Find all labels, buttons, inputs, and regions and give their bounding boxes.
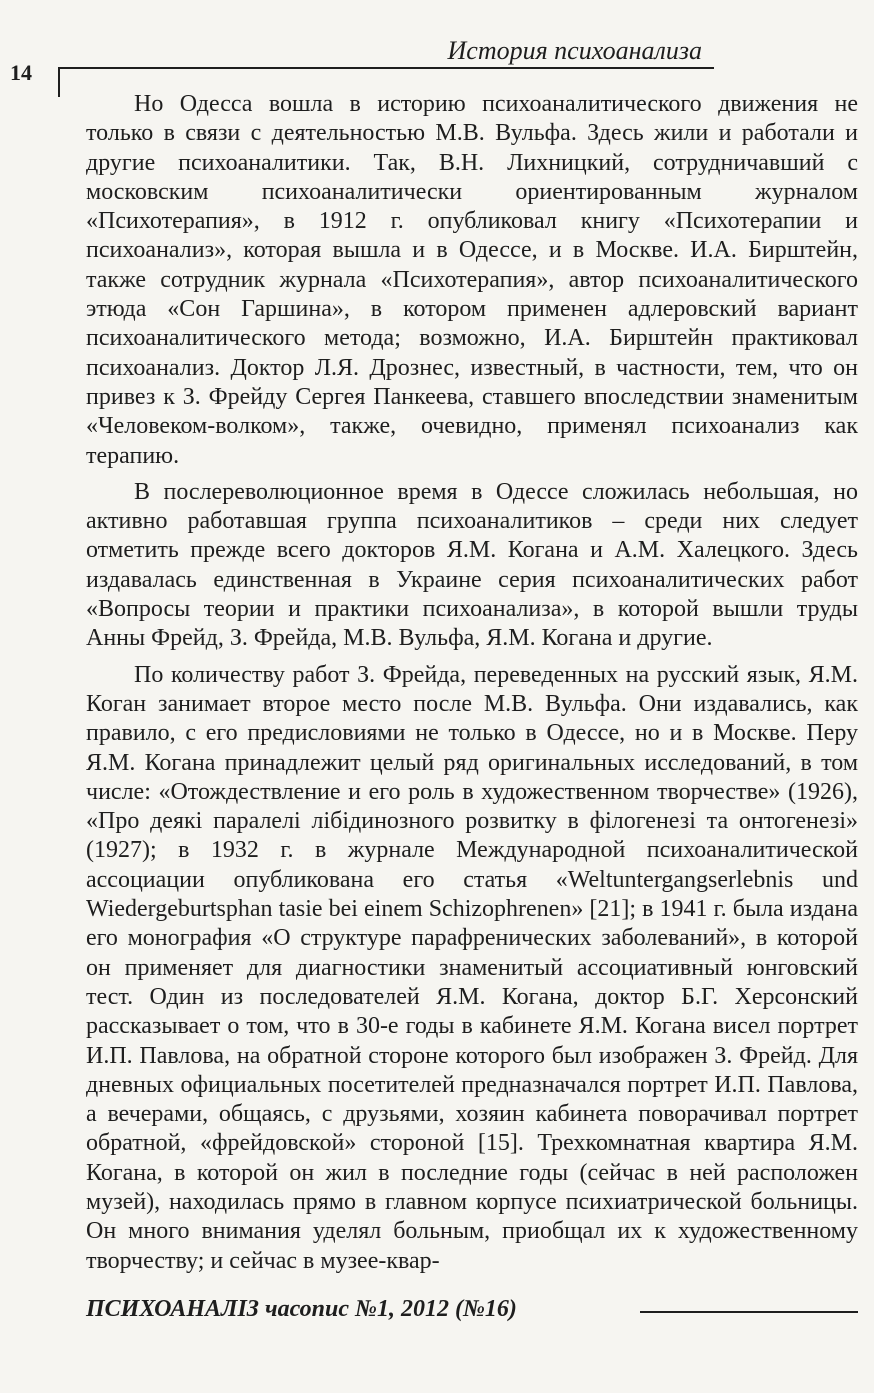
paragraph: В послереволюционное время в Одессе сложилась небольшая, но активно работавшая группа психоаналитиков – среди них следует отметить прежде всего докторов Я.М. Когана и А.М. Халецкого. Здесь издавалась единственная в Украине серия психоаналитических работ «Вопросы теории и практики психоанализа», в которой вышли труды Анны Фрейд, З. Фрейда, М.В. Вульфа, Я.М. Когана и другие. — [86, 478, 858, 652]
running-head: История психоанализа — [447, 36, 702, 65]
page-number: 14 — [10, 60, 32, 85]
header-rule — [58, 67, 714, 69]
body-text — [86, 90, 858, 1276]
paragraph: Но Одесса вошла в историю психоаналитического движения не только в связи с деятельностью М.В. Вульфа. Здесь жили и работали и другие психоаналитики. Так, В.Н. Лихницкий, сотрудничавший с московским психоаналитически ориентированным журналом «Психотерапия», в 1912 г. опубликовал книгу «Психотерапии и психоанализ», которая вышла и в Одессе, и в Москве. И.А. Бирштейн, также сотрудник журнала «Психотерапия», автор психоаналитического этюда «Сон Гаршина», в котором применен адлеровский вариант психоаналитического метода; возможно, И.А. Бирштейн практиковал психоанализ. Доктор Л.Я. Дрознес, известный, в частности, тем, что он привез к З. Фрейду Сергея Панкеева, ставшего впоследствии знаменитым «Человеком-волком», также, очевидно, применял психоанализ как терапию. — [86, 91, 858, 469]
header-rule-corner — [58, 67, 60, 97]
footer-rule — [640, 1311, 858, 1313]
footer-journal-title: ПСИХОАНАЛІЗ часопис №1, 2012 (№16) — [86, 1296, 517, 1322]
paragraph: По количеству работ З. Фрейда, переведенных на русский язык, Я.М. Коган занимает второе место после М.В. Вульфа. Они издавались, как правило, с его предисловиями не только в Одессе, но и в Москве. Перу Я.М. Когана принадлежит целый ряд оригинальных исследований, в том числе: «Отождествление и его роль в художественном творчестве» (1926), «Про деякі паралелі лібідинозного розвитку в філогенезі та онтогенезі» (1927); в 1932 г. в журнале Международной психоаналитической ассоциации опубликована его статья «Weltuntergangserlebnis und Wiedergeburtsphan tasie bei einem Schizophrenen» [21]; в 1941 г. была издана его монография «О структуре парафренических заболеваний», в которой он применяет для диагностики знаменитый ассоциативный юнговский тест. Один из последователей Я.М. Когана, доктор Б.Г. Херсонский рассказывает о том, что в 30-е годы в кабинете Я.М. Когана висел портрет И.П. Павлова, на обратной стороне которого был изображен З. Фрейд. Для дневных официальных посетителей предназначался портрет И.П. Павлова, а вечерами, общаясь, с друзьями, хозяин кабинета поворачивал портрет обратной, «фрейдовской» стороной [15]. Трехкомнатная квартира Я.М. Когана, в которой он жил в последние годы (сейчас в ней расположен музей), находилась прямо в главном корпусе психиатрической больницы. Он много внимания уделял больным, приобщал их к художественному творчеству; и сейчас в музее-квар- — [86, 661, 858, 1274]
